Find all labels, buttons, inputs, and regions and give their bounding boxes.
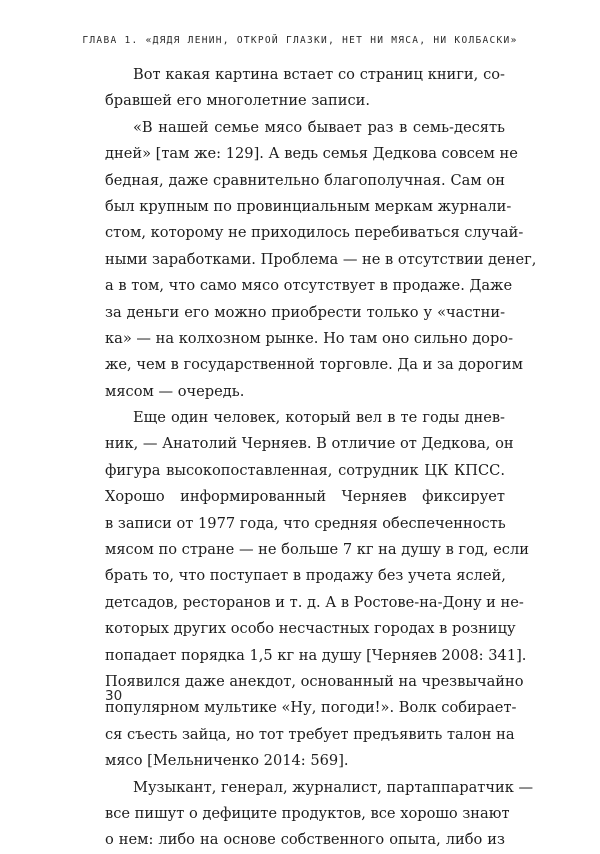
text-line: Хорошо информированный Черняев фиксирует [105, 488, 505, 506]
text-line: попадает порядка 1,5 кг на душу [Черняев 2008: 341]. [105, 646, 527, 664]
text-line: популярном мультике «Ну, погоди!». Волк собирает- [105, 699, 517, 717]
text-line: брать то, что поступает в продажу без учета яслей, [105, 567, 506, 585]
text-line: фигура высокопоставленная, сотрудник ЦК КПСС. [105, 461, 505, 479]
body-text [105, 62, 537, 854]
text-line: ник, — Анатолий Черняев. В отличие от Дедкова, он [105, 435, 514, 453]
text-line: ся съесть зайца, но тот требует предъявить талон на [105, 725, 515, 743]
text-line: бедная, даже сравнительно благополучная. Сам он [105, 171, 505, 189]
text-line: бравшей его многолетние записи. [105, 92, 370, 110]
text-line: Музыкант, генерал, журналист, партаппаратчик — [133, 778, 534, 796]
text-line: мясом по стране — не больше 7 кг на душу в год, если [105, 541, 529, 559]
text-line: мясом — очередь. [105, 382, 245, 400]
text-line: стом, которому не приходилось перебиваться случай- [105, 224, 524, 242]
running-head: ГЛАВА 1. «ДЯДЯ ЛЕНИН, ОТКРОЙ ГЛАЗКИ, НЕТ НИ МЯСА, НИ КОЛБАСКИ» [82, 35, 518, 46]
text-line: же, чем в государственной торговле. Да и за дорогим [105, 356, 523, 374]
page-number: 30 [105, 688, 123, 704]
text-line: был крупным по провинциальным меркам журнали- [105, 197, 512, 215]
text-line: мясо [Мельниченко 2014: 569]. [105, 752, 349, 770]
text-line: о нем: либо на основе собственного опыта, либо из [105, 831, 505, 849]
text-line: Появился даже анекдот, основанный на чрезвычайно [105, 672, 524, 690]
text-line: а в том, что само мясо отсутствует в продаже. Даже [105, 277, 513, 295]
text-line: «В нашей семье мясо бывает раз в семь-десять [133, 118, 505, 136]
text-line: ными заработками. Проблема — не в отсутствии денег, [105, 250, 537, 268]
text-line: за деньги его можно приобрести только у «частни- [105, 303, 505, 321]
text-line: ка» — на колхозном рынке. Но там оно сильно доро- [105, 329, 514, 347]
text-line: которых других особо несчастных городах в розницу [105, 620, 516, 638]
text-line: детсадов, ресторанов и т. д. А в Ростове-на-Дону и не- [105, 593, 524, 611]
text-line: Вот какая картина встает со страниц книги, со- [133, 66, 505, 83]
text-line: все пишут о дефиците продуктов, все хорошо знают [105, 804, 510, 822]
text-line: в записи от 1977 года, что средняя обеспеченность [105, 514, 506, 532]
text-line: Еще один человек, который вел в те годы днев- [133, 409, 505, 427]
text-line: дней» [там же: 129]. А ведь семья Дедкова совсем не [105, 145, 518, 163]
